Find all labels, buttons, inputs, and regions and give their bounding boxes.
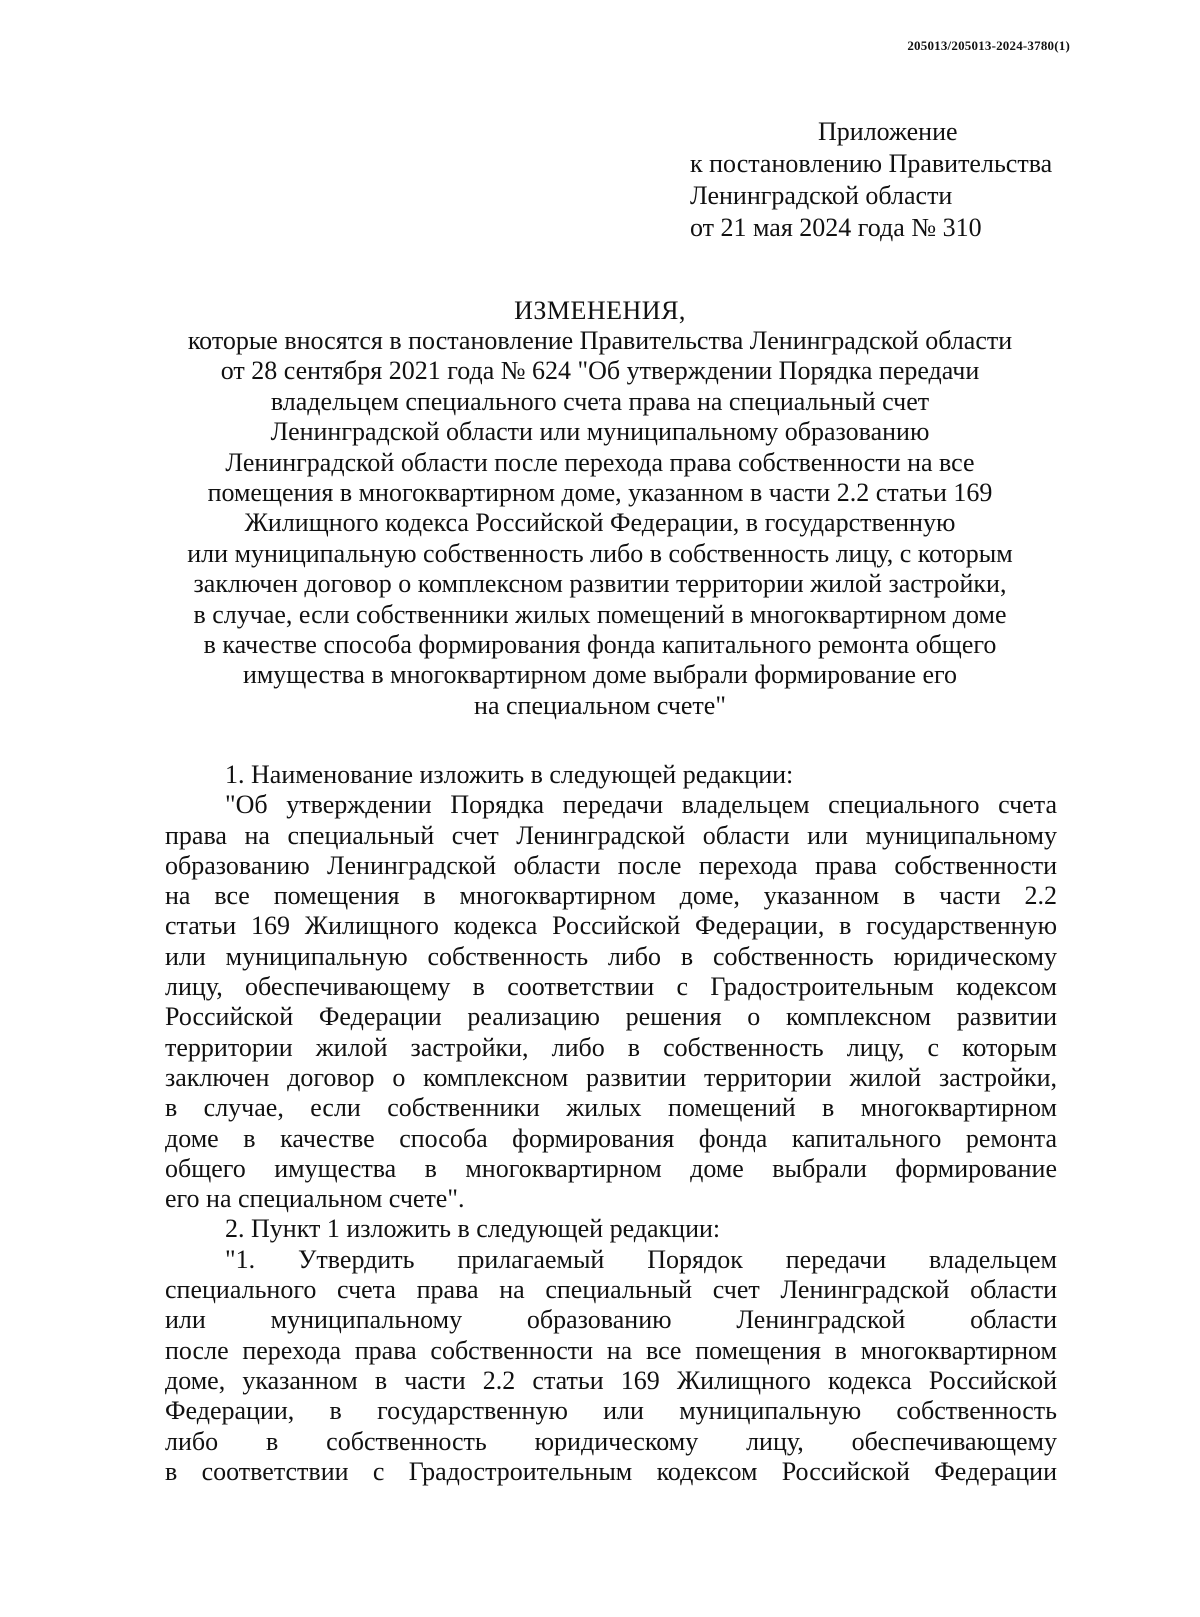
item-2-text: [165, 1245, 1057, 1487]
title-line: помещения в многоквартирном доме, указанном в части 2.2 статьи 169: [207, 478, 993, 508]
item-2-line: или муниципальному образованию Ленинградской области: [165, 1305, 1057, 1335]
item-1-line: образованию Ленинградской области после перехода права собственности: [165, 850, 1057, 880]
item-1-line: заключен договор о комплексном развитии территории жилой застройки,: [165, 1062, 1057, 1092]
item-1-line: территории жилой застройки, либо в собственность лицу, с которым: [165, 1032, 1057, 1062]
appendix-block: [690, 116, 1052, 244]
title-line: заключен договор о комплексном развитии территории жилой застройки,: [193, 569, 1007, 599]
item-1-line: в случае, если собственники жилых помещений в многоквартирном: [165, 1093, 1057, 1123]
item-1-line: лицу, обеспечивающему в соответствии с Градостроительным кодексом: [165, 972, 1057, 1002]
document-title: [150, 296, 1050, 721]
item-1-line: статьи 169 Жилищного кодекса Российской Федерации, в государственную: [165, 911, 1057, 941]
title-heading: ИЗМЕНЕНИЯ,: [514, 296, 686, 325]
item-2-line: в соответствии с Градостроительным кодексом Российской Федерации: [165, 1456, 1057, 1486]
appendix-date: от 21 мая 2024 года № 310: [690, 213, 982, 242]
item-2-heading: 2. Пункт 1 изложить в следующей редакции:: [225, 1214, 721, 1244]
appendix-label: Приложение: [818, 117, 958, 146]
item-1-line: на все помещения в многоквартирном доме, указанном в части 2.2: [165, 881, 1057, 911]
title-line: от 28 сентября 2021 года № 624 "Об утверждении Порядка передачи: [220, 356, 980, 386]
item-2-line: специального счета права на специальный счет Ленинградской области: [165, 1275, 1057, 1305]
document-id: 205013/205013-2024-3780(1): [907, 38, 1070, 53]
item-1-line: или муниципальную собственность либо в собственность юридическому: [165, 941, 1057, 971]
item-1-line: Российской Федерации реализацию решения о комплексном развитии: [165, 1002, 1057, 1032]
item-2-line: либо в собственность юридическому лицу, обеспечивающему: [165, 1426, 1057, 1456]
title-line: или муниципальную собственность либо в собственность лицу, с которым: [187, 538, 1013, 568]
appendix-resolution: к постановлению Правительства: [690, 149, 1053, 178]
item-1-line: "Об утверждении Порядка передачи владельцем специального счета: [225, 790, 1057, 820]
item-1-text: [165, 790, 1057, 1214]
appendix-region: Ленинградской области: [690, 181, 953, 210]
title-line: Ленинградской области или муниципальному образованию: [270, 417, 930, 447]
title-line: которые вносятся в постановление Правительства Ленинградской области: [187, 326, 1013, 355]
title-line: в случае, если собственники жилых помещений в многоквартирном доме: [193, 599, 1007, 629]
item-2-line: доме, указанном в части 2.2 статьи 169 Жилищного кодекса Российской: [165, 1365, 1057, 1395]
title-line: Жилищного кодекса Российской Федерации, в государственную: [244, 508, 956, 538]
item-2-line: Федерации, в государственную или муниципальную собственность: [165, 1396, 1057, 1426]
item-1-line: права на специальный счет Ленинградской области или муниципальному: [165, 820, 1057, 850]
item-2-line: после перехода права собственности на все помещения в многоквартирном: [165, 1335, 1057, 1365]
title-line: на специальном счете": [474, 690, 726, 720]
document-body: [165, 760, 1057, 1487]
title-line: Ленинградской области после перехода права собственности на все: [225, 447, 975, 477]
title-line: в качестве способа формирования фонда капитального ремонта общего: [203, 630, 997, 660]
title-subtitle: [150, 326, 1050, 721]
item-2-line: "1. Утвердить прилагаемый Порядок передачи владельцем: [225, 1244, 1057, 1274]
item-1-heading: 1. Наименование изложить в следующей редакции:: [225, 760, 794, 789]
item-1-line: его на специальном счете".: [165, 1184, 465, 1214]
item-1-line: общего имущества в многоквартирном доме выбрали формирование: [165, 1153, 1057, 1183]
item-1-line: доме в качестве способа формирования фонда капитального ремонта: [165, 1123, 1057, 1153]
title-line: имущества в многоквартирном доме выбрали формирование его: [242, 660, 958, 690]
title-line: владельцем специального счета права на специальный счет: [270, 386, 930, 416]
